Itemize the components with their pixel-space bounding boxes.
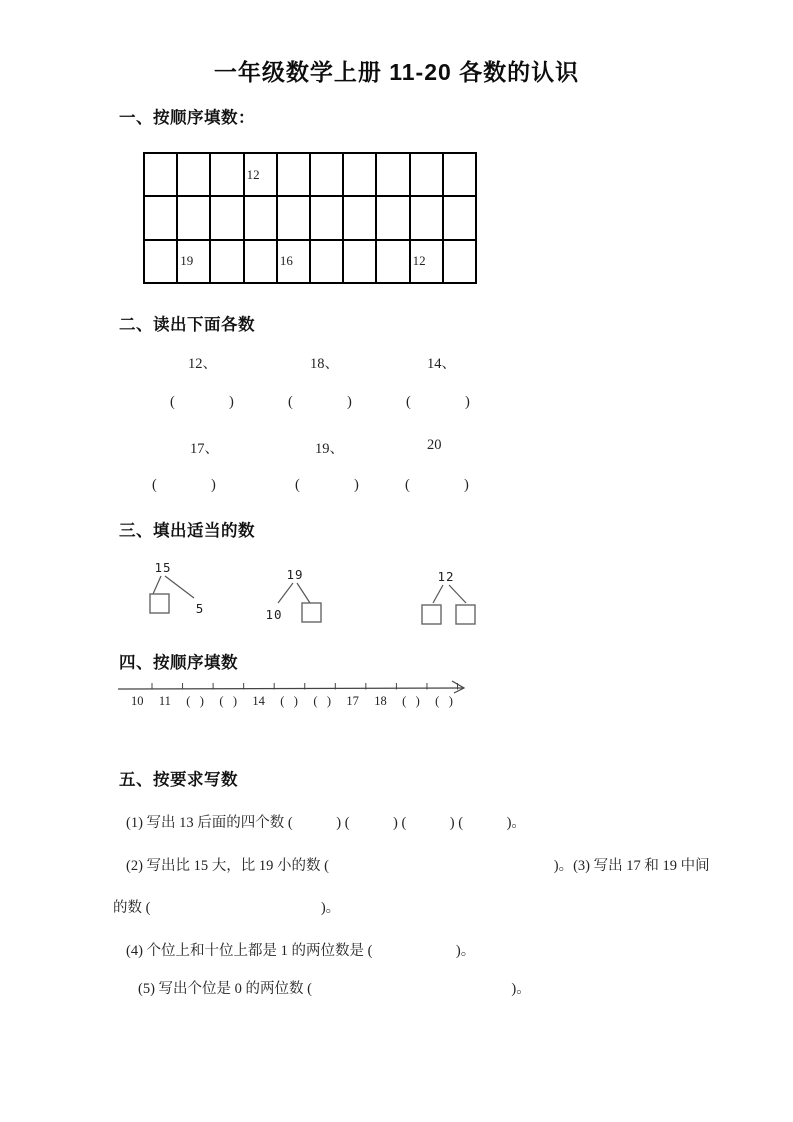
fill-in-table <box>143 152 477 284</box>
read-number: 18、 <box>310 356 339 372</box>
numberline-label: 11 <box>158 694 171 708</box>
table-cell <box>310 240 343 283</box>
numberline-label: 18 <box>374 694 387 708</box>
bond-answer-box <box>456 605 475 624</box>
numberline-label: 14 <box>252 694 265 708</box>
table-row <box>144 240 476 283</box>
table-cell <box>277 153 310 196</box>
table-cell <box>376 153 409 196</box>
problem-line-3: 的数 ( )。 <box>113 900 341 916</box>
numberline-label: ( ) <box>435 694 453 708</box>
numberline-label: ( ) <box>186 694 204 708</box>
section-one-heading: 一、按顺序填数： <box>119 109 255 127</box>
read-number: 20 <box>427 437 442 453</box>
table-row <box>144 153 476 196</box>
table-cell <box>244 196 277 239</box>
read-number: 14、 <box>427 356 456 372</box>
numberline-label: 17 <box>346 694 359 708</box>
problem-line-4: (4) 个位上和十位上都是 1 的两位数是 ( )。 <box>126 943 476 959</box>
number-bond-12 <box>410 567 494 631</box>
table-row <box>144 196 476 239</box>
problem-line-5: (5) 写出个位是 0 的两位数 ( )。 <box>138 981 531 997</box>
bond-total: 15 <box>154 560 172 575</box>
numberline-label: ( ) <box>219 694 238 708</box>
number-bond-15 <box>134 558 218 622</box>
table-cell <box>210 240 243 283</box>
bond-answer-box <box>150 594 169 613</box>
problem-line-1: (1) 写出 13 后面的四个数 ( ) ( ) ( ) ( )。 <box>126 815 526 831</box>
table-cell <box>343 153 376 196</box>
number-bond-19 <box>262 565 346 629</box>
blank-parens: ( ) <box>288 394 353 410</box>
table-cell <box>210 153 243 196</box>
table-cell <box>277 196 310 239</box>
section-two-heading: 二、读出下面各数 <box>119 316 255 334</box>
problem-line-2: (2) 写出比 15 大，比 19 小的数 ( )。(3) 写出 17 和 19 中间 <box>126 858 710 874</box>
read-number: 12、 <box>188 356 217 372</box>
bond-answer-box <box>422 605 441 624</box>
table-cell: 19 <box>177 240 210 283</box>
table-cell <box>244 240 277 283</box>
table-cell: 12 <box>244 153 277 196</box>
numberline-labels <box>131 694 453 709</box>
bond-total: 19 <box>286 567 304 582</box>
table-cell <box>343 196 376 239</box>
section-five-heading: 五、按要求写数 <box>119 771 238 789</box>
read-number: 17、 <box>190 441 219 457</box>
bond-answer-box <box>302 603 321 622</box>
table-cell: 16 <box>277 240 310 283</box>
table-cell <box>443 196 476 239</box>
table-cell <box>144 196 177 239</box>
table-cell <box>376 240 409 283</box>
blank-parens: ( ) <box>152 477 217 493</box>
numberline-label: ( ) <box>313 694 332 708</box>
table-cell <box>443 153 476 196</box>
bond-part: 10 <box>265 607 283 622</box>
section-three-heading: 三、填出适当的数 <box>119 522 255 540</box>
table-cell <box>410 196 443 239</box>
section-four-heading: 四、按顺序填数 <box>119 654 238 672</box>
table-cell <box>310 153 343 196</box>
table-cell <box>210 196 243 239</box>
bond-part: 5 <box>195 601 205 616</box>
numberline-label: ( ) <box>280 694 298 708</box>
table-cell <box>144 153 177 196</box>
blank-parens: ( ) <box>406 394 471 410</box>
table-cell <box>410 153 443 196</box>
table-cell <box>443 240 476 283</box>
read-number: 19、 <box>315 441 344 457</box>
table-cell: 12 <box>410 240 443 283</box>
numberline-label: 10 <box>131 694 144 708</box>
blank-parens: ( ) <box>170 394 235 410</box>
page-title: 一年级数学上册 11-20 各数的认识 <box>213 59 580 85</box>
table-cell <box>376 196 409 239</box>
table-cell <box>177 153 210 196</box>
table-cell <box>144 240 177 283</box>
blank-parens: ( ) <box>295 477 360 493</box>
table-cell <box>177 196 210 239</box>
numberline-label: ( ) <box>402 694 420 708</box>
table-cell <box>310 196 343 239</box>
table-cell <box>343 240 376 283</box>
blank-parens: ( ) <box>405 477 470 493</box>
bond-total: 12 <box>437 569 455 584</box>
numberline-axis <box>118 688 463 689</box>
